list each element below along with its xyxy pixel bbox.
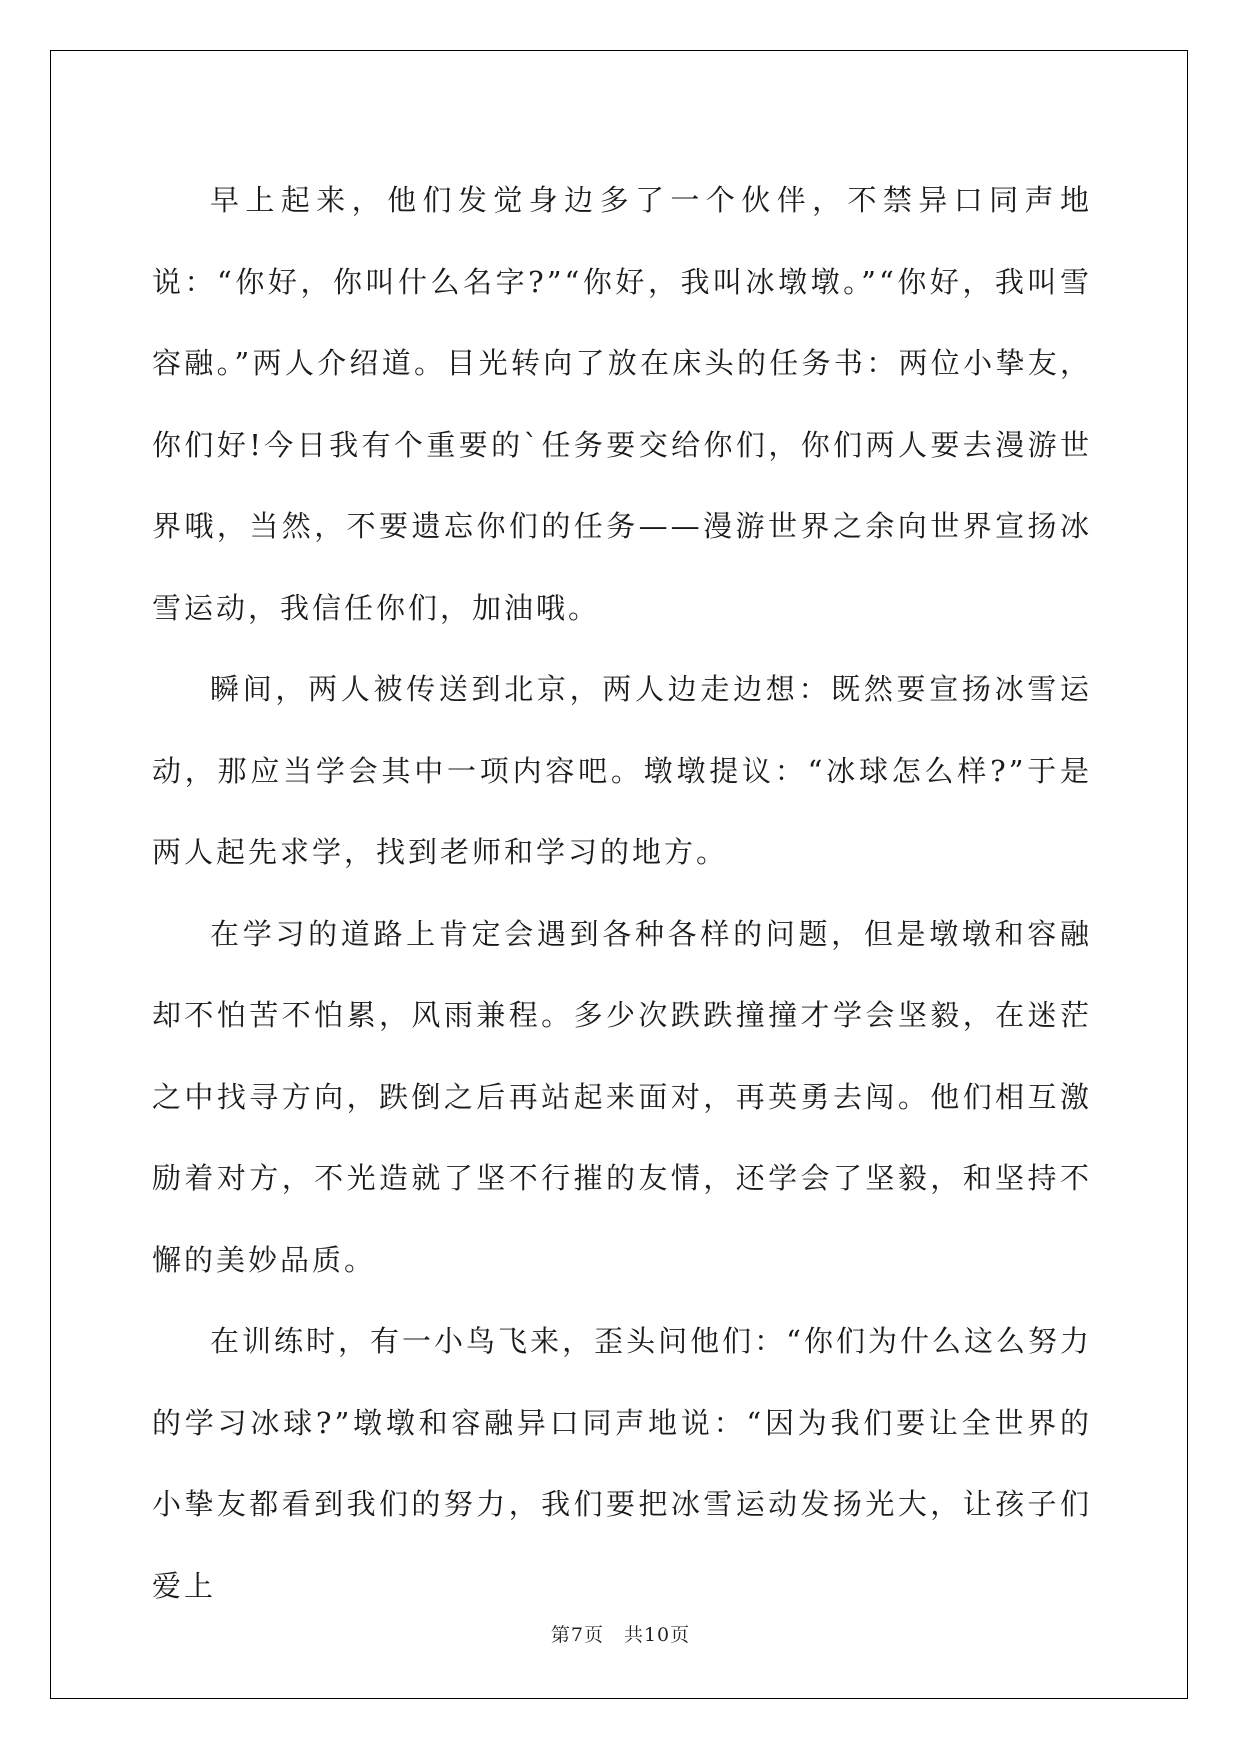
paragraph-3: 在学习的道路上肯定会遇到各种各样的问题，但是墩墩和容融却不怕苦不怕累，风雨兼程。多少次跌跌撞撞才学会坚毅，在迷茫之中找寻方向，跌倒之后再站起来面对，再英勇去闯。他们相互激励着对方，不光造就了坚不行摧的友情，还学会了坚毅，和坚持不懈的美妙品质。 [152, 916, 1092, 1277]
paragraph-4: 在训练时，有一小鸟飞来，歪头问他们：“你们为什么这么努力的学习冰球?”墩墩和容融异口同声地说：“因为我们要让全世界的小挚友都看到我们的努力，我们要把冰雪运动发扬光大，让孩子们爱上 [152, 1324, 1092, 1603]
document-body [152, 160, 1092, 1627]
page-number: 第7页 [550, 1624, 604, 1646]
page-total: 共10页 [623, 1624, 691, 1646]
paragraph-1: 早上起来，他们发觉身边多了一个伙伴，不禁异口同声地说：“你好，你叫什么名字?”“你好，我叫冰墩墩。”“你好，我叫雪容融。”两人介绍道。目光转向了放在床头的任务书：两位小挚友，你们好!今日我有个重要的`任务要交给你们，你们两人要去漫游世界哦，当然，不要遗忘你们的任务——漫游世界之余向世界宣扬冰雪运动，我信任你们，加油哦。 [152, 183, 1092, 625]
page-footer [0, 1620, 1241, 1647]
paragraph-2: 瞬间，两人被传送到北京，两人边走边想：既然要宣扬冰雪运动，那应当学会其中一项内容吧。墩墩提议：“冰球怎么样?”于是两人起先求学，找到老师和学习的地方。 [152, 672, 1092, 869]
